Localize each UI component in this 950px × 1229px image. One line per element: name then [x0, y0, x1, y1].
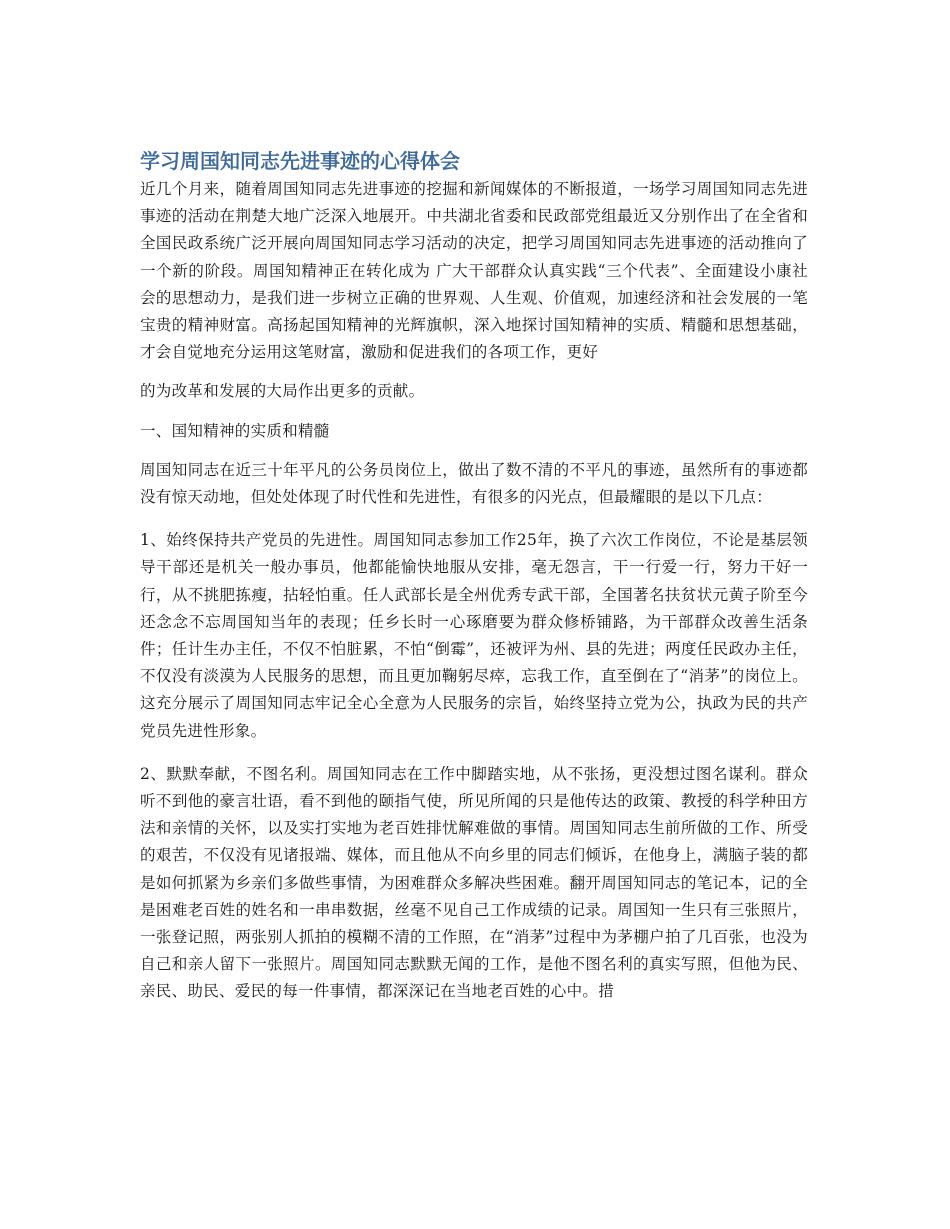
paragraph-point-1: 1、始终保持共产党员的先进性。周国知同志参加工作25年，换了六次工作岗位，不论是基层领导干部还是机关一般办事员，他都能愉快地服从安排，毫无怨言，干一行爱一行，努力干好一行，从不挑肥拣瘦，拈轻怕重。任人武部长是全州优秀专武干部，全国著名扶贫状元黄子阶至今还念念不忘周国知当年的表现；任乡长时一心琢磨要为群众修桥铺路，为干部群众改善生活条件；任计生办主任，不仅不怕脏累，不怕“倒霉”，还被评为州、县的先进；两度任民政办主任，不仅没有淡漠为人民服务的思想，而且更加鞠躬尽瘁，忘我工作，直至倒在了“消茅”的岗位上。这充分展示了周国知同志牢记全心全意为人民服务的宗旨，始终坚持立党为公，执政为民的共产党员先进性形象。 — [140, 531, 808, 740]
paragraph-intro: 近几个月来，随着周国知同志先进事迹的挖掘和新闻媒体的不断报道，一场学习周国知同志先进事迹的活动在荆楚大地广泛深入地展开。中共湖北省委和民政部党组最近又分别作出了在全省和全国民政系统广泛开展向周国知同志学习活动的决定，把学习周国知同志先进事迹的活动推向了一个新的阶段。周国知精神正在转化成为 广大干部群众认真实践“三个代表”、全面建设小康社会的思想动力，是我们进一步树立正确的世界观、人生观、价值观，加速经济和社会发展的一笔宝贵的精神财富。高扬起国知精神的光辉旗帜，深入地探讨国知精神的实质、精髓和思想基础，才会自觉地充分运用这笔财富，激励和促进我们的各项工作，更好 — [140, 180, 808, 362]
paragraph-section-intro: 周国知同志在近三十年平凡的公务员岗位上，做出了数不清的不平凡的事迹，虽然所有的事迹都没有惊天动地，但处处体现了时代性和先进性，有很多的闪光点，但最耀眼的是以下几点： — [140, 460, 808, 507]
section-heading: 一、国知精神的实质和精髓 — [140, 421, 330, 440]
document-title: 学习周国知同志先进事迹的心得体会 — [140, 149, 460, 173]
paragraph-point-2: 2、默默奉献，不图名利。周国知同志在工作中脚踏实地，从不张扬，更没想过图名谋利。群众听不到他的豪言壮语，看不到他的颐指气使，所见所闻的只是他传达的政策、教授的科学种田方法和亲情的关怀，以及实打实地为老百姓排忧解难做的事情。周国知同志生前所做的工作、所受的艰苦，不仅没有见诸报端、媒体，而且他从不向乡里的同志们倾诉，在他身上，满脑子装的都是如何抓紧为乡亲们多做些事情，为困难群众多解决些困难。翻开周国知同志的笔记本，记的全是困难老百姓的姓名和一串串数据，丝毫不见自己工作成绩的记录。周国知一生只有三张照片，一张登记照，两张别人抓拍的模糊不清的工作照，在“消茅”过程中为茅棚户拍了几百张，也没为自己和亲人留下一张照片。周国知同志默默无闻的工作，是他不图名利的真实写照，但他为民、亲民、助民、爱民的每一件事情，都深深记在当地老百姓的心中。措 — [140, 764, 808, 1001]
paragraph-intro-continued: 的为改革和发展的大局作出更多的贡献。 — [140, 382, 425, 401]
document-page — [140, 146, 808, 1006]
